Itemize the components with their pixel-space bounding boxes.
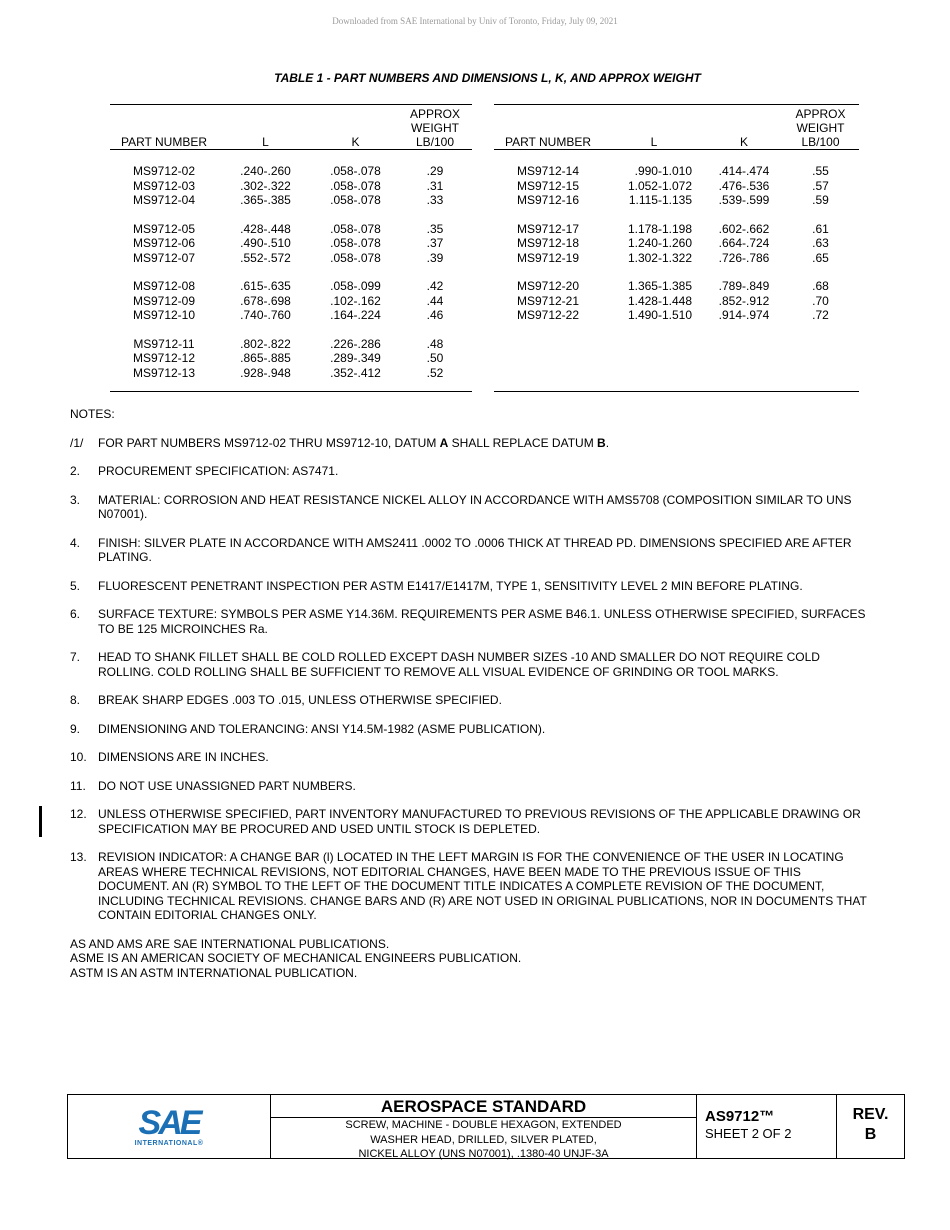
note-text: BREAK SHARP EDGES .003 TO .015, UNLESS OTHERWISE SPECIFIED. xyxy=(98,693,502,707)
cell-k: .058-.078 xyxy=(330,221,381,236)
publications-list xyxy=(70,937,870,981)
description-line: SCREW, MACHINE - DOUBLE HEXAGON, EXTENDED xyxy=(345,1119,622,1131)
revision-change-bar xyxy=(39,806,42,837)
cell-k: .289-.349 xyxy=(330,351,381,365)
document-number: AS9712™ xyxy=(705,1108,775,1125)
table-row xyxy=(494,294,859,309)
note-item xyxy=(70,807,870,836)
note-item xyxy=(70,493,870,522)
header-k: K xyxy=(706,105,782,150)
cell-l: .552-.572 xyxy=(240,250,291,265)
note-item xyxy=(70,579,870,594)
table-row xyxy=(494,208,859,237)
table-row-empty xyxy=(494,351,859,366)
cell-weight: .37 xyxy=(426,236,444,250)
sae-logo-mark: SAE xyxy=(138,1103,200,1142)
cell-part-number: MS9712-11 xyxy=(133,336,195,351)
note-item xyxy=(70,693,870,708)
table-body-right xyxy=(494,150,859,392)
note-item xyxy=(70,464,870,479)
table-row xyxy=(110,265,472,294)
document-description xyxy=(271,1118,696,1162)
cell-l: .740-.760 xyxy=(240,308,291,322)
note-item xyxy=(70,750,870,765)
cell-l: .678-.698 xyxy=(240,293,291,308)
cell-l: 1.115-1.135 xyxy=(628,193,692,207)
cell-weight: .48 xyxy=(426,336,444,351)
cell-k: .352-.412 xyxy=(313,366,398,392)
cell-weight: .44 xyxy=(426,293,444,308)
header-weight-line2: WEIGHT xyxy=(411,121,459,135)
cell-part-number: MS9712-09 xyxy=(132,293,196,308)
cell-weight: .31 xyxy=(426,178,444,193)
cell-k: .058-.099 xyxy=(330,279,381,293)
description-line: NICKEL ALLOY (UNS N07001), .1380-40 UNJF-3A xyxy=(358,1148,609,1160)
cell-weight: .57 xyxy=(812,178,829,193)
note-number: 12. xyxy=(70,807,87,821)
note-number: 4. xyxy=(70,535,81,550)
cell-part-number: MS9712-12 xyxy=(132,351,196,365)
header-part-number: PART NUMBER xyxy=(494,105,602,150)
note-item xyxy=(70,536,870,565)
header-weight-line3: LB/100 xyxy=(415,135,455,149)
cell-k: .058-.078 xyxy=(330,164,381,178)
cell-k: .102-.162 xyxy=(330,293,381,308)
cell-l: 1.365-1.385 xyxy=(627,279,692,293)
cell-part-number: MS9712-10 xyxy=(132,308,196,322)
publication-line: ASME IS AN AMERICAN SOCIETY OF MECHANICAL ENGINEERS PUBLICATION. xyxy=(70,951,522,965)
cell-k: .058-.078 xyxy=(330,236,381,250)
cell-k: .414-.474 xyxy=(718,164,770,178)
header-weight-line2: WEIGHT xyxy=(796,121,845,135)
cell-weight: .33 xyxy=(426,193,444,207)
note-number: 7. xyxy=(70,650,81,664)
cell-part-number: MS9712-20 xyxy=(516,279,580,293)
table-row xyxy=(110,251,472,266)
cell-l: .365-.385 xyxy=(240,193,291,207)
table-header-row xyxy=(494,105,859,150)
download-watermark: Downloaded from SAE International by Univ of Toronto, Friday, July 09, 2021 xyxy=(332,16,618,26)
header-l: L xyxy=(218,105,313,150)
description-line: WASHER HEAD, DRILLED, SILVER PLATED, xyxy=(370,1133,597,1146)
cell-part-number: MS9712-06 xyxy=(132,236,196,250)
note-text: FINISH: SILVER PLATE IN ACCORDANCE WITH AMS2411 .0002 TO .0006 THICK AT THREAD PD. DIMENSIONS SPECIFIED ARE AFTER PLATING. xyxy=(98,535,852,564)
cell-part-number: MS9712-03 xyxy=(132,178,196,193)
header-weight-line1: APPROX xyxy=(795,107,846,121)
note-item xyxy=(70,650,870,679)
cell-l: .240-.260 xyxy=(240,164,291,178)
cell-k: .914-.974 xyxy=(718,308,770,322)
cell-weight: .50 xyxy=(426,351,444,365)
revision-label: REV. xyxy=(852,1106,889,1123)
publication-line: ASTM IS AN ASTM INTERNATIONAL PUBLICATION. xyxy=(70,965,358,980)
table-row xyxy=(494,236,859,251)
cell-l: .802-.822 xyxy=(240,336,291,351)
dimensions-table-left xyxy=(110,104,472,392)
note-text: DO NOT USE UNASSIGNED PART NUMBERS. xyxy=(98,778,356,793)
cell-part-number: MS9712-13 xyxy=(110,366,218,392)
cell-l: .302-.322 xyxy=(240,178,291,193)
notes-section xyxy=(70,407,870,980)
cell-weight: .39 xyxy=(426,250,444,265)
note-item xyxy=(70,607,870,636)
cell-l: .615-.635 xyxy=(240,279,291,293)
cell-l: .928-.948 xyxy=(218,366,313,392)
cell-part-number: MS9712-18 xyxy=(516,236,580,250)
note-text: DIMENSIONING AND TOLERANCING: ANSI Y14.5M-1982 (ASME PUBLICATION). xyxy=(98,721,546,736)
cell-part-number: MS9712-04 xyxy=(132,193,196,207)
table-row xyxy=(110,323,472,352)
table-row xyxy=(494,251,859,266)
table-row xyxy=(110,366,472,392)
cell-l: .490-.510 xyxy=(240,236,291,250)
cell-k: .664-.724 xyxy=(718,236,770,250)
cell-l: .990-1.010 xyxy=(634,164,692,178)
cell-l: 1.428-1.448 xyxy=(627,293,692,308)
cell-weight: .46 xyxy=(426,308,444,322)
document-type-heading: AEROSPACE STANDARD xyxy=(271,1095,696,1118)
table-row xyxy=(494,265,859,294)
header-weight-line1: APPROX xyxy=(409,107,460,121)
revision-cell xyxy=(837,1095,904,1158)
note-number: 11. xyxy=(70,778,86,793)
table-row xyxy=(110,308,472,323)
cell-part-number: MS9712-19 xyxy=(516,250,580,265)
document-number-cell xyxy=(697,1095,837,1158)
note-item xyxy=(70,850,870,923)
header-weight xyxy=(398,105,472,150)
note-number: 3. xyxy=(70,492,81,507)
cell-l: .428-.448 xyxy=(240,221,291,236)
header-weight xyxy=(782,105,859,150)
header-weight-line3: LB/100 xyxy=(801,135,840,149)
note-number: 2. xyxy=(70,464,81,478)
cell-k: .726-.786 xyxy=(718,250,770,265)
table-title: TABLE 1 - PART NUMBERS AND DIMENSIONS L, K, AND APPROX WEIGHT xyxy=(274,71,701,85)
revision-value: B xyxy=(864,1126,877,1143)
table-body-left xyxy=(110,150,472,392)
cell-part-number: MS9712-22 xyxy=(516,308,580,322)
cell-part-number: MS9712-05 xyxy=(132,221,196,236)
cell-weight: .70 xyxy=(812,293,829,308)
cell-part-number: MS9712-07 xyxy=(132,250,196,265)
note-number: 9. xyxy=(70,721,81,736)
cell-l: .865-.885 xyxy=(240,351,291,365)
cell-weight: .72 xyxy=(812,308,829,322)
cell-k: .602-.662 xyxy=(718,221,770,236)
cell-weight: .29 xyxy=(426,164,444,178)
notes-list xyxy=(70,436,870,923)
cell-weight: .59 xyxy=(812,193,829,207)
notes-title: NOTES: xyxy=(70,407,115,421)
cell-weight: .52 xyxy=(398,366,472,392)
cell-k: .789-.849 xyxy=(718,279,770,293)
cell-k: .058-.078 xyxy=(330,250,381,265)
cell-weight: .42 xyxy=(426,279,444,293)
table-row xyxy=(110,179,472,194)
cell-k: .852-.912 xyxy=(718,293,770,308)
cell-k: .058-.078 xyxy=(330,193,381,207)
note-text: SURFACE TEXTURE: SYMBOLS PER ASME Y14.36M. REQUIREMENTS PER ASME B46.1. UNLESS OTHERWISE SPECIFIED, SURFACES TO BE 125 MICROINCHES Ra. xyxy=(98,607,866,636)
header-k: K xyxy=(313,105,398,150)
table-row-empty xyxy=(494,366,859,392)
note-text: FOR PART NUMBERS MS9712-02 THRU MS9712-10, DATUM A SHALL REPLACE DATUM B. xyxy=(98,435,610,450)
note-number: 8. xyxy=(70,693,81,707)
table-row xyxy=(110,208,472,237)
note-number: 13. xyxy=(70,850,87,864)
cell-l: 1.052-1.072 xyxy=(627,178,692,193)
note-text: HEAD TO SHANK FILLET SHALL BE COLD ROLLED EXCEPT DASH NUMBER SIZES -10 AND SMALLER DO NOT REQUIRE COLD ROLLING. COLD ROLLING SHALL BE SUFFICIENT TO REMOVE ALL VISUAL EVIDENCE OF GRINDING OR TOOL MARKS. xyxy=(98,650,820,679)
title-block xyxy=(67,1094,905,1159)
sheet-number: SHEET 2 OF 2 xyxy=(705,1126,792,1141)
table-row xyxy=(110,150,472,179)
note-item xyxy=(70,436,870,451)
cell-weight: .68 xyxy=(812,279,829,293)
cell-l: 1.302-1.322 xyxy=(627,250,692,265)
cell-k: .226-.286 xyxy=(330,336,381,351)
publication-line: AS AND AMS ARE SAE INTERNATIONAL PUBLICATIONS. xyxy=(70,936,390,951)
cell-part-number: MS9712-08 xyxy=(132,279,196,293)
cell-part-number: MS9712-15 xyxy=(516,178,580,193)
table-row-empty xyxy=(494,323,859,352)
sae-logo xyxy=(68,1095,271,1158)
header-l: L xyxy=(602,105,706,150)
cell-weight: .61 xyxy=(812,221,829,236)
note-number: /1/ xyxy=(70,435,84,450)
cell-l: 1.178-1.198 xyxy=(627,221,692,236)
cell-l: 1.240-1.260 xyxy=(627,236,692,250)
cell-part-number: MS9712-14 xyxy=(516,164,580,178)
sae-logo-subtext: INTERNATIONAL® xyxy=(134,1139,204,1147)
cell-part-number: MS9712-21 xyxy=(516,293,580,308)
table-row xyxy=(494,308,859,323)
table-row xyxy=(110,236,472,251)
table-row xyxy=(494,193,859,208)
note-text: UNLESS OTHERWISE SPECIFIED, PART INVENTORY MANUFACTURED TO PREVIOUS REVISIONS OF THE APPLICABLE DRAWING OR SPECIFICATION MAY BE PROCURED AND USED UNTIL STOCK IS DEPLETED. xyxy=(98,807,861,836)
note-item xyxy=(70,779,870,794)
note-text: FLUORESCENT PENETRANT INSPECTION PER ASTM E1417/E1417M, TYPE 1, SENSITIVITY LEVEL 2 MIN BEFORE PLATING. xyxy=(98,578,803,593)
cell-l: 1.490-1.510 xyxy=(627,308,692,322)
dimensions-table-right xyxy=(494,104,859,392)
cell-k: .058-.078 xyxy=(330,178,381,193)
cell-weight: .55 xyxy=(812,164,829,178)
note-text: DIMENSIONS ARE IN INCHES. xyxy=(98,750,269,764)
note-text: PROCUREMENT SPECIFICATION: AS7471. xyxy=(98,464,339,478)
table-row xyxy=(494,150,859,179)
cell-k: .164-.224 xyxy=(330,308,381,322)
note-number: 5. xyxy=(70,578,81,593)
note-text: MATERIAL: CORROSION AND HEAT RESISTANCE NICKEL ALLOY IN ACCORDANCE WITH AMS5708 (COMPOSITION SIMILAR TO UNS N07001). xyxy=(98,492,852,521)
table-row xyxy=(110,351,472,366)
table-row xyxy=(110,193,472,208)
cell-k: .476-.536 xyxy=(718,178,770,193)
table-row xyxy=(110,294,472,309)
title-block-title xyxy=(271,1095,697,1158)
note-number: 6. xyxy=(70,607,81,621)
header-part-number: PART NUMBER xyxy=(110,105,218,150)
note-item xyxy=(70,722,870,737)
cell-weight: .63 xyxy=(812,236,829,250)
cell-weight: .65 xyxy=(812,250,829,265)
table-row xyxy=(494,179,859,194)
cell-part-number: MS9712-02 xyxy=(132,164,196,178)
cell-part-number: MS9712-16 xyxy=(516,193,580,207)
cell-k: .539-.599 xyxy=(718,193,770,207)
table-header-row xyxy=(110,105,472,150)
note-text: REVISION INDICATOR: A CHANGE BAR (l) LOCATED IN THE LEFT MARGIN IS FOR THE CONVENIENCE OF THE USER IN LOCATING AREAS WHERE TECHNICAL REVISIONS, NOT EDITORIAL CHANGES, HAVE BEEN MADE TO THE PREVIOUS ISSUE OF THIS DOCUMENT. AN (R) SYMBOL TO THE LEFT OF THE DOCUMENT TITLE INDICATES A COMPLETE REVISION OF THE DOCUMENT, INCLUDING TECHNICAL REVISIONS. CHANGE BARS AND (R) ARE NOT USED IN ORIGINAL PUBLICATIONS, NOR IN DOCUMENTS THAT CONTAIN EDITORIAL CHANGES ONLY. xyxy=(98,850,867,922)
cell-weight: .35 xyxy=(426,221,444,236)
cell-part-number: MS9712-17 xyxy=(516,221,580,236)
note-number: 10. xyxy=(70,750,87,764)
